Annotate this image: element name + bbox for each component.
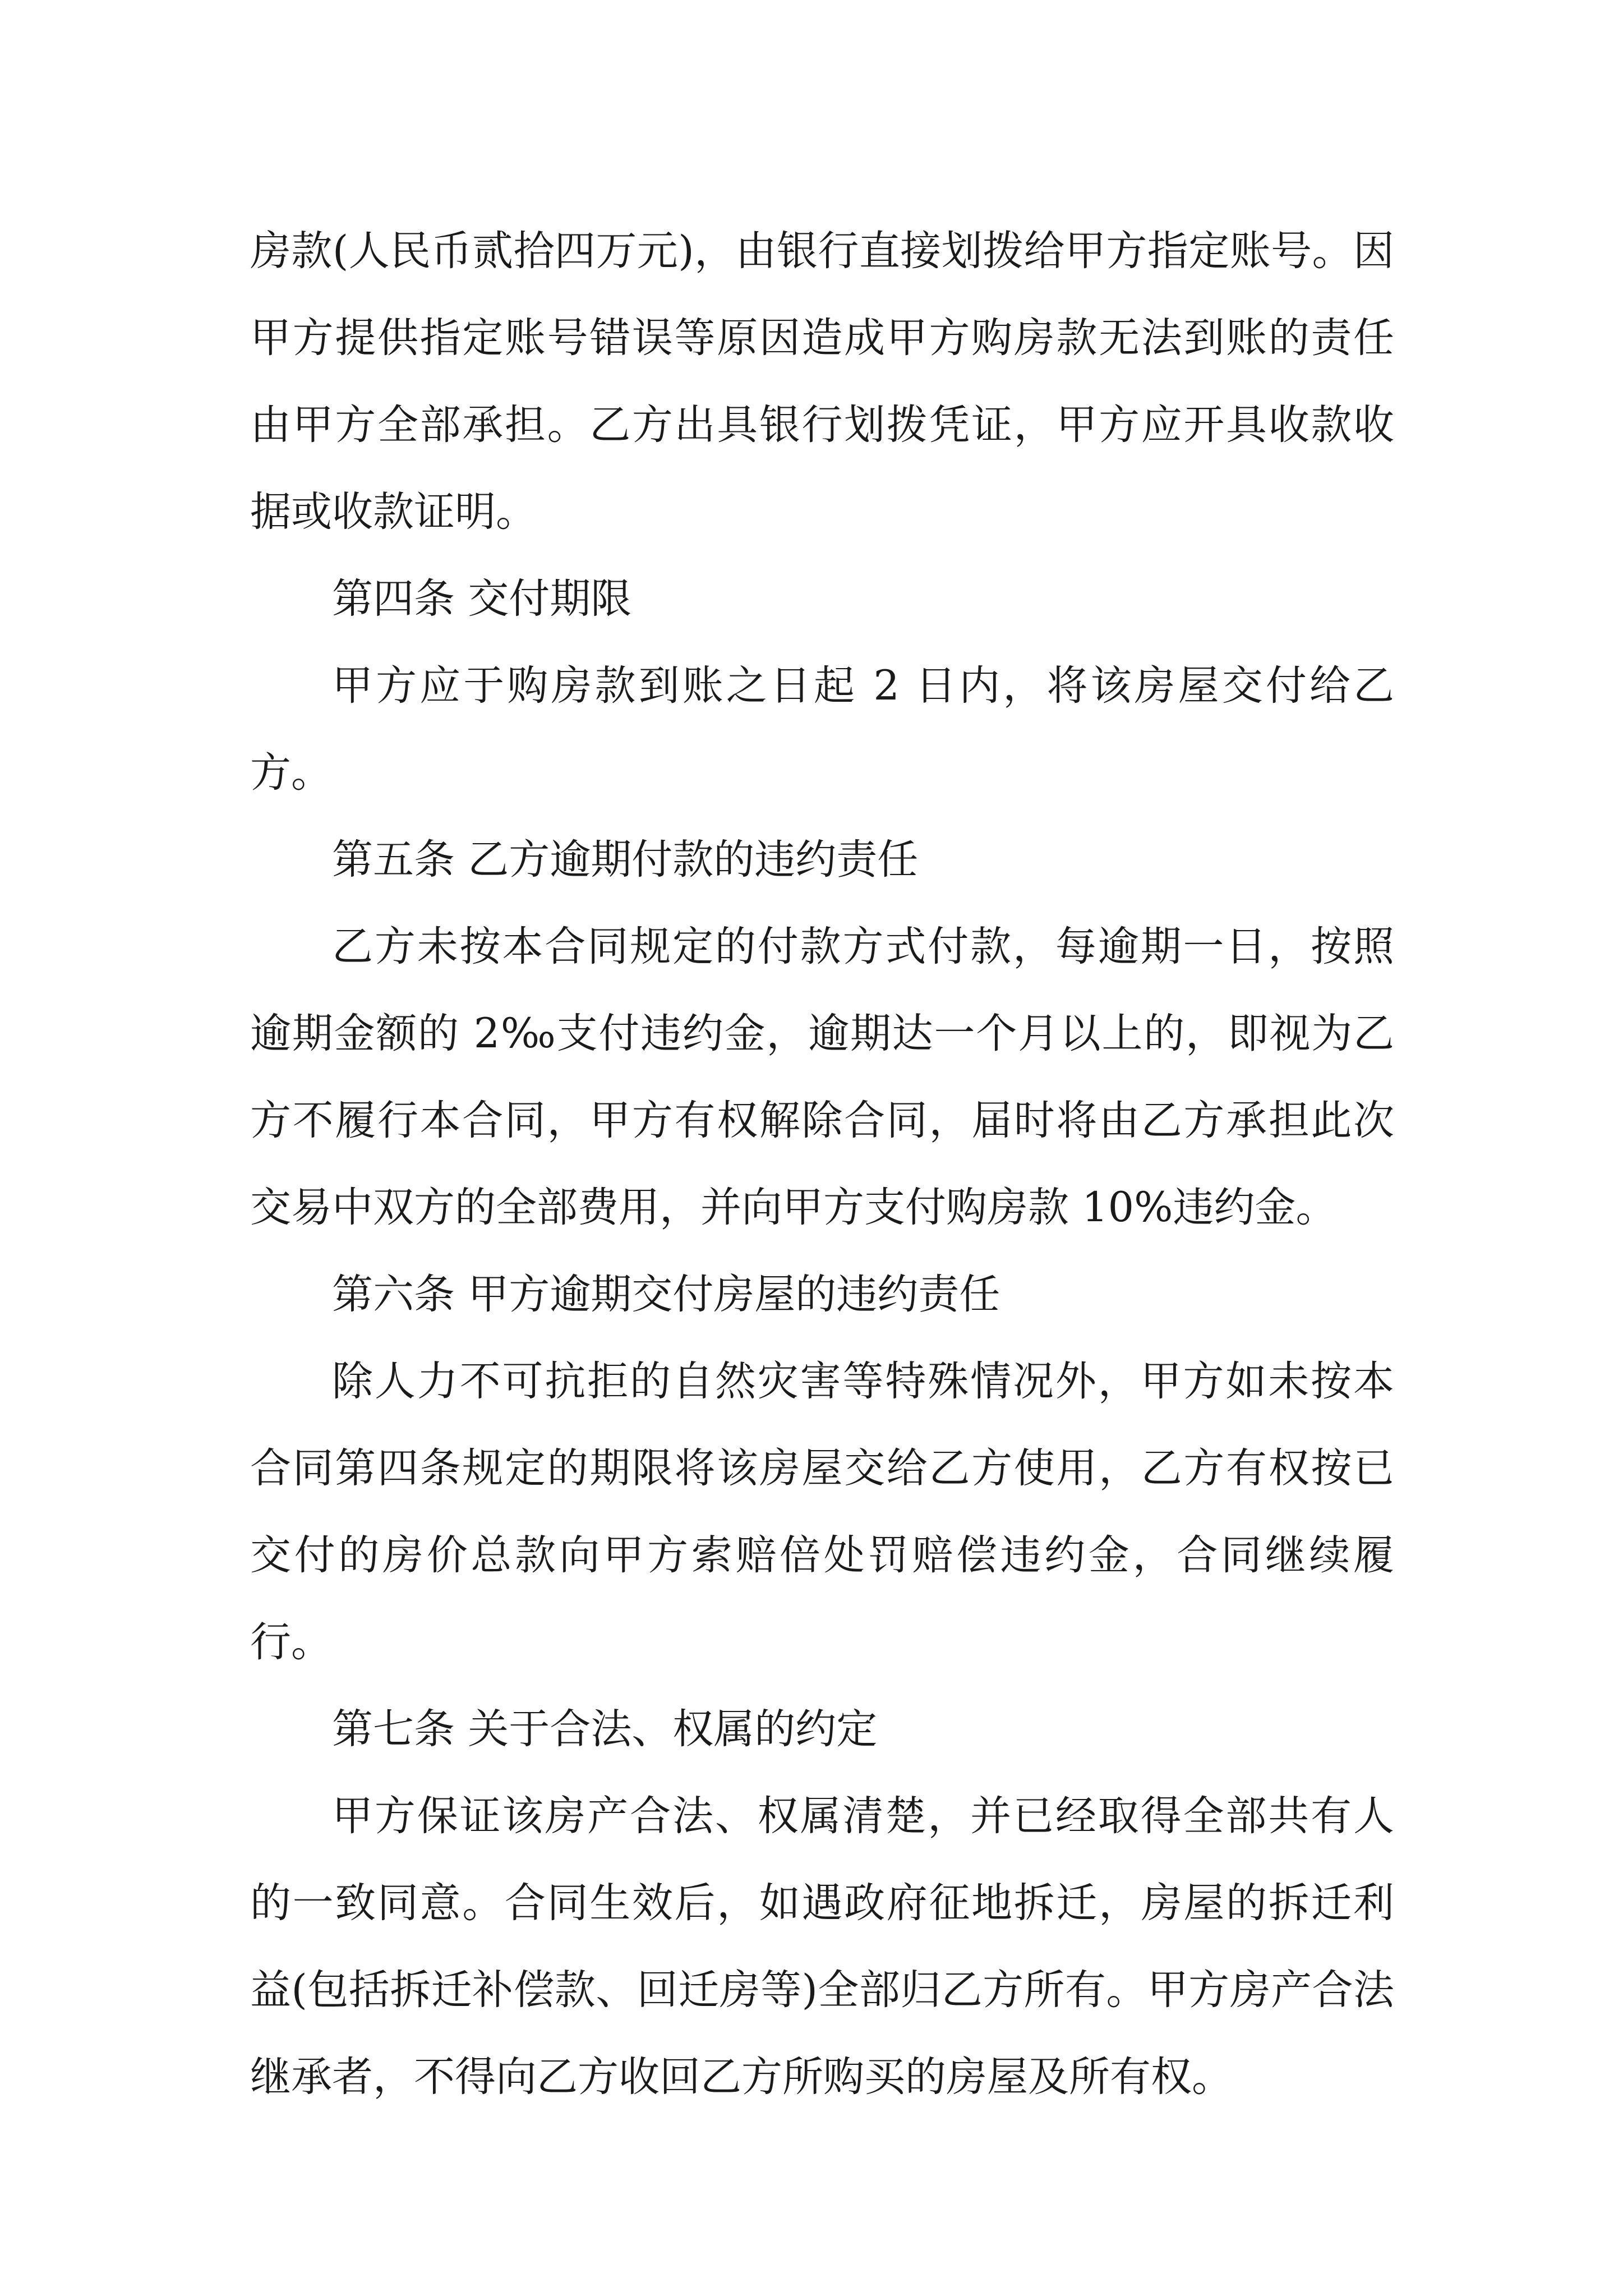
article-6-heading: 第六条 甲方逾期交付房屋的违约责任 <box>332 1271 1000 1318</box>
paragraph-payment-continued: 房款(人民币贰拾四万元)，由银行直接划拨给甲方指定账号。因甲方提供指定账号错误等原因造成甲方购房款无法到账的责任由甲方全部承担。乙方出具银行划拨凭证，甲方应开具收款收据或收款证明。 <box>250 227 1394 536</box>
article-5-body: 乙方未按本合同规定的付款方式付款，每逾期一日，按照逾期金额的 2‰支付违约金，逾期达一个月以上的，即视为乙方不履行本合同，甲方有权解除合同，届时将由乙方承担此次交易中双方的全部费用，并向甲方支付购房款 10%违约金。 <box>250 923 1394 1231</box>
article-4-body: 甲方应于购房款到账之日起 2 日内，将该房屋交付给乙方。 <box>250 662 1394 797</box>
article-5-heading: 第五条 乙方逾期付款的违约责任 <box>332 836 919 884</box>
article-7-body: 甲方保证该房产合法、权属清楚，并已经取得全部共有人的一致同意。合同生效后，如遇政府征地拆迁，房屋的拆迁利益(包括拆迁补偿款、回迁房等)全部归乙方所有。甲方房产合法继承者，不得向乙方收回乙方所购买的房屋及所有权。 <box>250 1792 1394 2101</box>
article-7-heading: 第七条 关于合法、权属的约定 <box>332 1705 878 1753</box>
article-4-heading: 第四条 交付期限 <box>332 575 632 623</box>
article-6-body: 除人力不可抗拒的自然灾害等特殊情况外，甲方如未按本合同第四条规定的期限将该房屋交给乙方使用，乙方有权按已交付的房价总款向甲方索赔倍处罚赔偿违约金，合同继续履行。 <box>250 1358 1394 1666</box>
document-body <box>250 208 1394 2120</box>
